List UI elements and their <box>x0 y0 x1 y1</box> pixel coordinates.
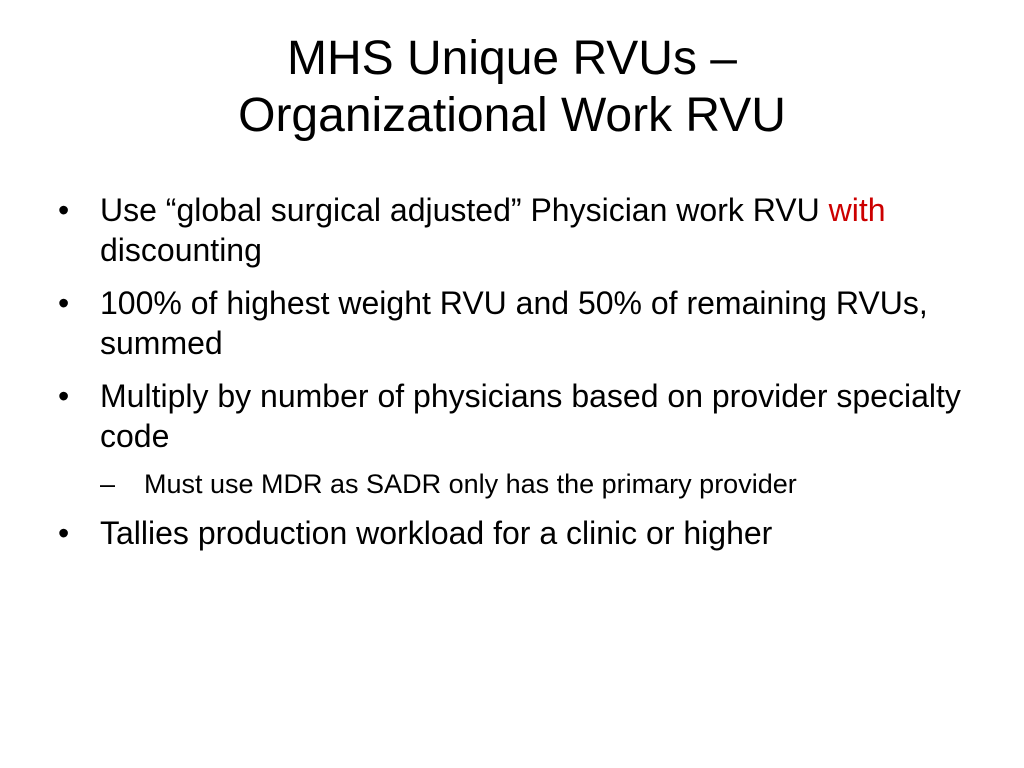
bullet-marker: • <box>58 285 70 321</box>
bullet-item-1 <box>58 190 978 270</box>
bullet-2-text: 100% of highest weight RVU and 50% of remaining RVUs, summed <box>100 285 928 361</box>
bullet-1-emphasis: with <box>828 192 886 228</box>
bullet-4-text: Tallies production workload for a clinic or higher <box>100 515 773 551</box>
title-line-2: Organizational Work RVU <box>238 89 786 142</box>
sub-bullet-text: Must use MDR as SADR only has the primary provider <box>144 469 797 499</box>
bullet-1-text-after: discounting <box>100 232 262 268</box>
title-line-1: MHS Unique RVUs – <box>287 32 737 85</box>
bullet-1-text-before: Use “global surgical adjusted” Physician work RVU <box>100 192 829 228</box>
bullet-item-2 <box>58 283 978 363</box>
bullet-item-4 <box>58 513 978 553</box>
slide-title <box>40 30 984 144</box>
sub-bullet-marker: – <box>100 469 116 499</box>
bullet-marker: • <box>58 378 70 414</box>
bullet-3-text: Multiply by number of physicians based on provider specialty code <box>100 378 961 454</box>
bullet-marker: • <box>58 515 70 551</box>
bullet-marker: • <box>58 192 70 228</box>
bullet-list <box>58 190 978 566</box>
bullet-item-3 <box>58 376 978 456</box>
sub-bullet-item <box>100 467 978 501</box>
